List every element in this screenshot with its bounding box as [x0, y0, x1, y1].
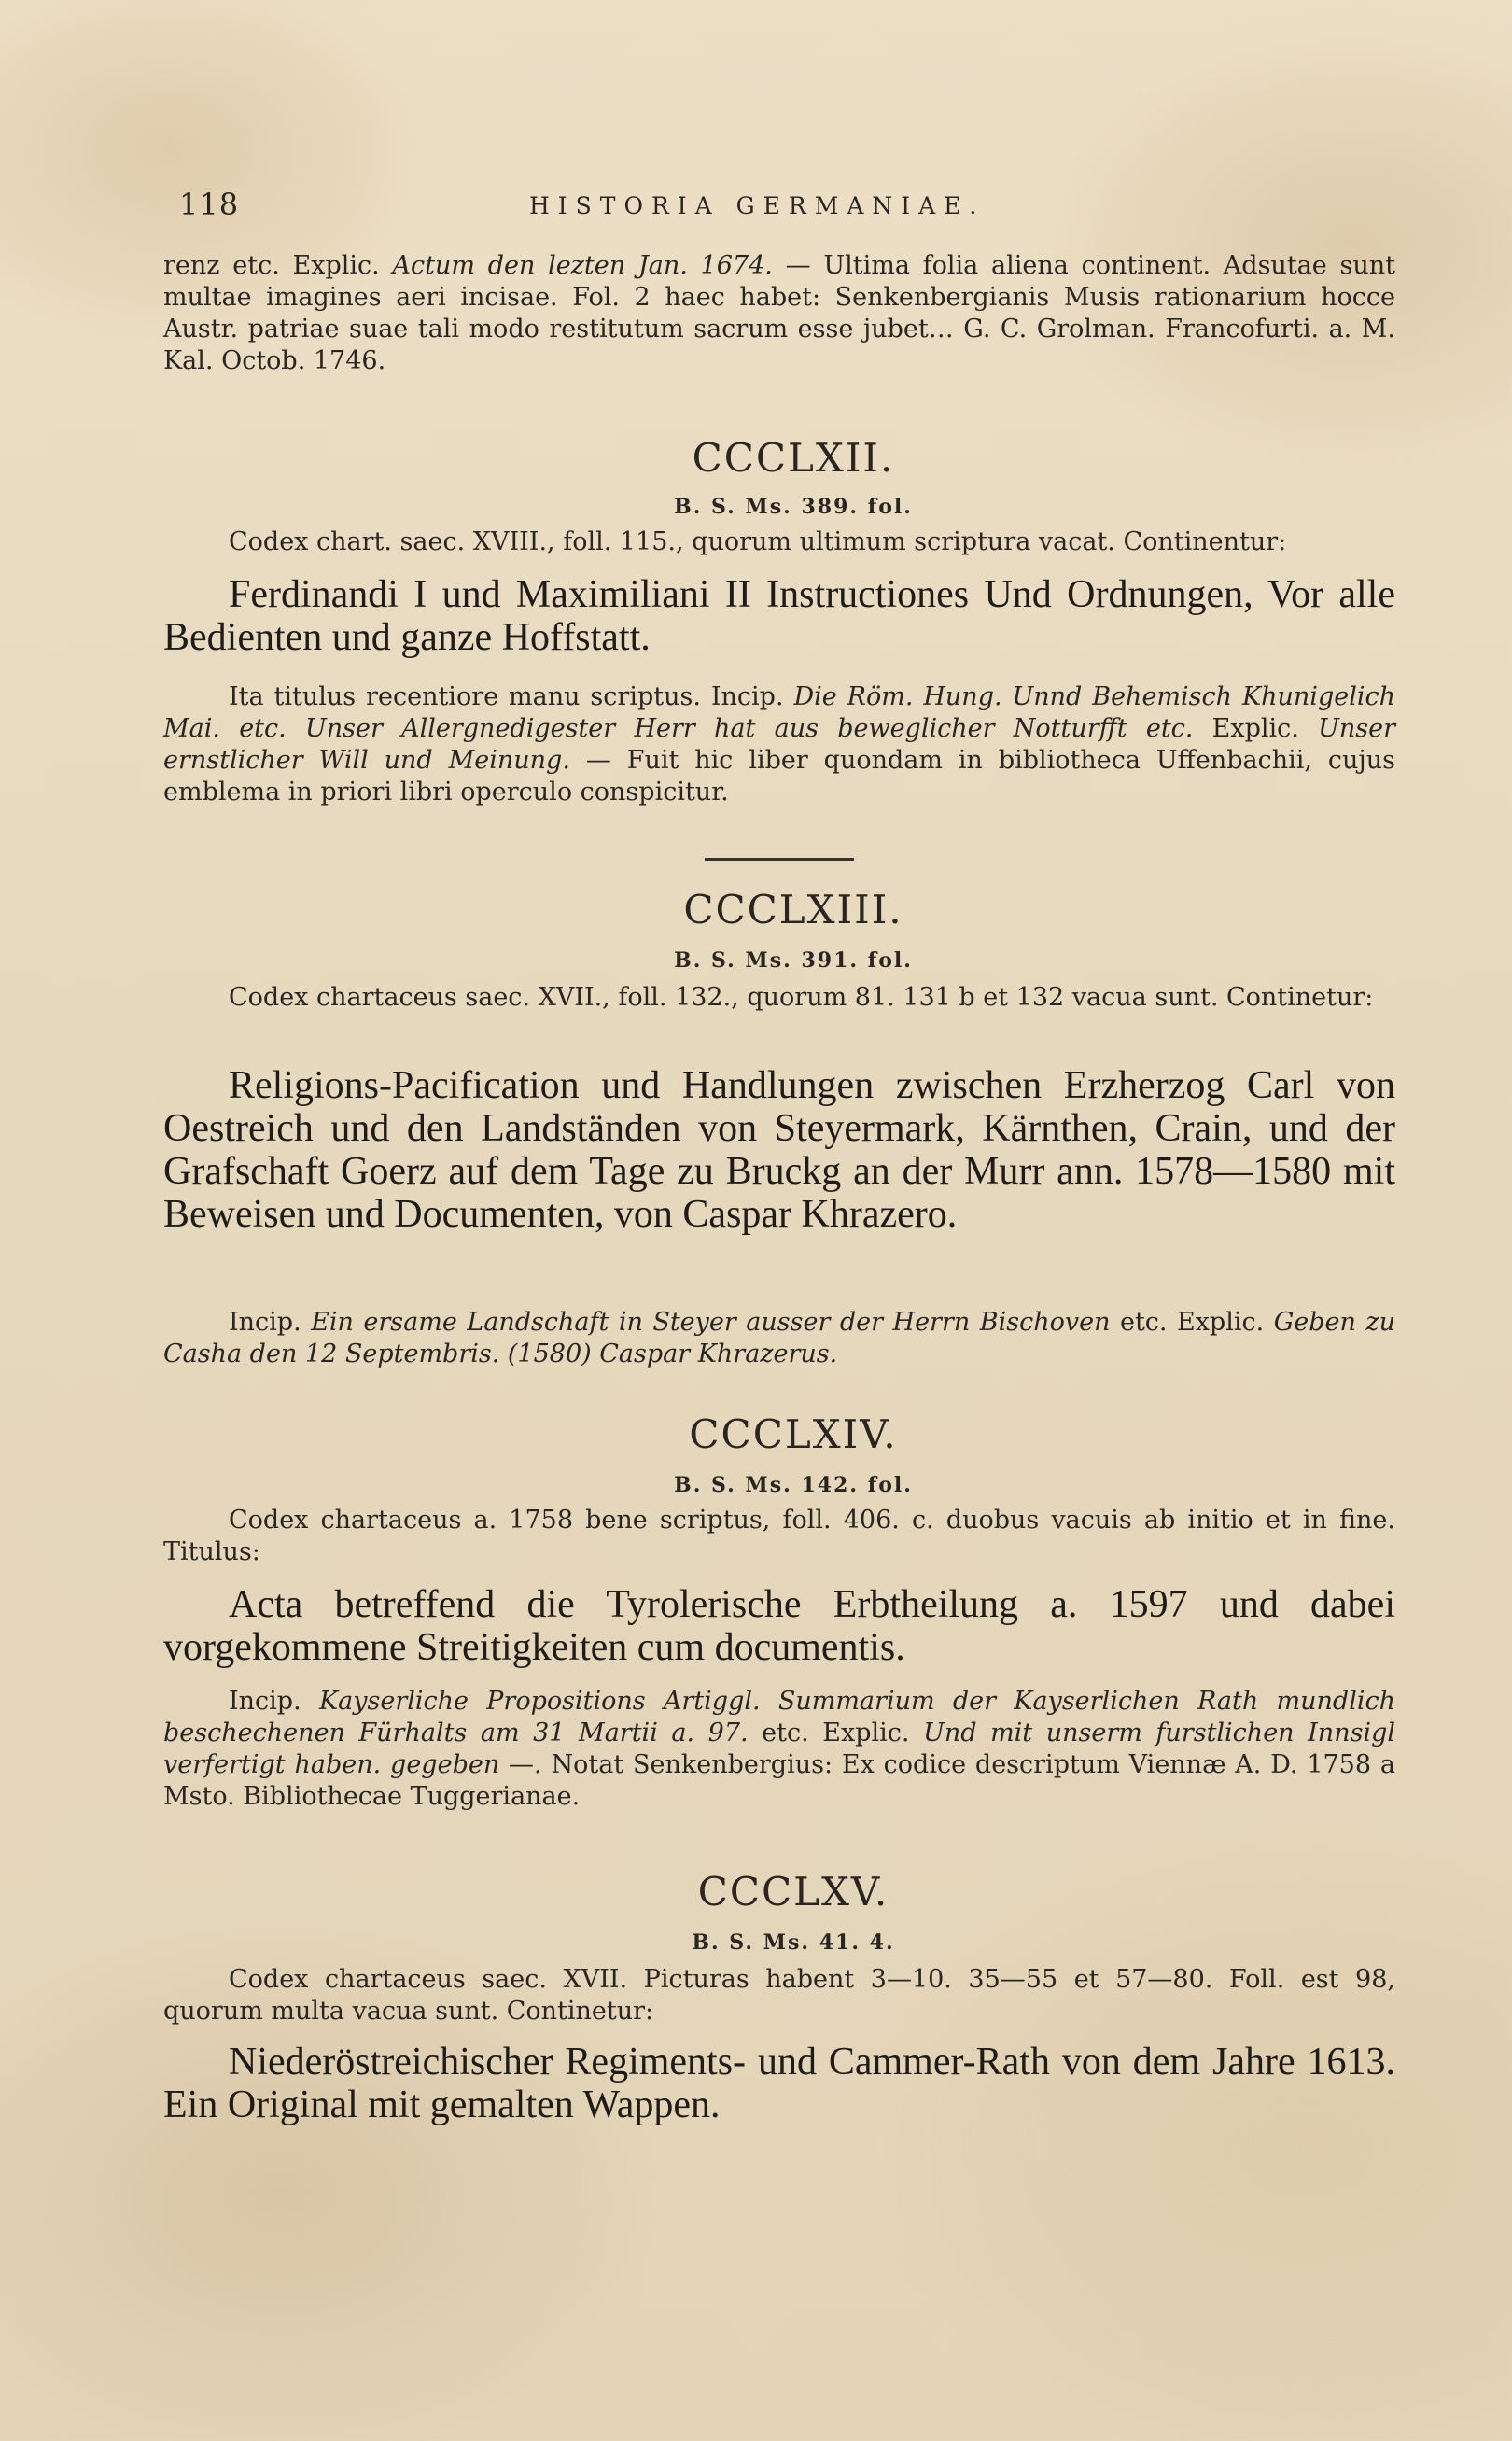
entry-title: Ferdinandi I und Maximiliani II Instructiones Und Ordnungen, Vor alle Bedienten und ganze Hoffstatt. [163, 573, 1395, 659]
entry-signature: B. S. Ms. 41. 4. [692, 1930, 895, 1955]
note-incipit: Die Röm. Hung. Unnd Behemisch Khunigelich Mai. etc. Unser Allergnedigester Herr hat aus beweglicher Notturfft etc. [163, 682, 1395, 743]
entry-title: Niederöstreichischer Regiments- und Cammer-Rath von dem Jahre 1613. Ein Original mit gemalten Wappen. [163, 2041, 1395, 2126]
entry-note [163, 681, 1395, 808]
intro-text-b: Actum den lezten Jan. 1674. [392, 251, 773, 280]
note-text: etc. Explic. [762, 1719, 910, 1747]
note-explicit: Unser ernstlicher Will und Meinung. [163, 714, 1395, 775]
intro-text-a: renz etc. Explic. [163, 251, 380, 280]
note-explicit: Und mit unserm furstlichen Innsigl verfertigt haben. gegeben —. [163, 1719, 1395, 1779]
running-head [179, 187, 1393, 224]
entry-signature: B. S. Ms. 142. fol. [674, 1473, 913, 1497]
note-explicit: Geben zu Casha den 12 Septembris. (1580) Caspar Khrazerus. [163, 1308, 1395, 1368]
entry-number: CCCLXII. [692, 435, 895, 481]
entry-note [163, 1307, 1395, 1370]
entry-description: Codex chartaceus saec. XVII., foll. 132., quorum 81. 131 b et 132 vacua sunt. Continetur: [229, 983, 1374, 1012]
note-text: Explic. [1211, 714, 1299, 743]
running-title: HISTORIA GERMANIAE. [529, 192, 986, 219]
entry-note [163, 1686, 1395, 1813]
entry-description: Codex chart. saec. XVIII., foll. 115., quorum ultimum scriptura vacat. Continentur: [229, 527, 1287, 556]
note-incipit: Kayserliche Propositions Artiggl. Summarium der Kayserlichen Rath mundlich beschechenen Fürhalts am 31 Martii a. 97. [163, 1687, 1395, 1747]
entry-title: Religions-Pacification und Handlungen zwischen Erzherzog Carl von Oestreich und den Landständen von Steyermark, Kärnthen, Crain, und der Grafschaft Goerz auf dem Tage zu Bruckg an der Murr ann. 1578—1580 mit Beweisen und Documenten, von Caspar Khrazero. [163, 1064, 1395, 1236]
entry-title: Acta betreffend die Tyrolerische Erbtheilung a. 1597 und dabei vorgekommene Streitigkeiten cum documentis. [163, 1583, 1395, 1669]
note-text: Notat Senkenbergius: Ex codice descriptum Viennæ A. D. 1758 a Msto. Bibliothecae Tuggerianae. [163, 1750, 1395, 1811]
entry-number: CCCLXIV. [689, 1411, 898, 1457]
intro-paragraph [163, 250, 1395, 377]
section-divider [705, 858, 854, 861]
note-text: Ita titulus recentiore manu scriptus. Incip. [229, 682, 784, 711]
entry-number: CCCLXIII. [683, 887, 903, 933]
entry-description: Codex chartaceus saec. XVII. Picturas habent 3—10. 35—55 et 57—80. Foll. est 98, quorum multa vacua sunt. Continetur: [163, 1965, 1395, 2026]
note-text: Incip. [229, 1308, 301, 1337]
note-text: — Fuit hic liber quondam in bibliotheca Uffenbachii, cujus emblema in priori libri operculo conspicitur. [163, 746, 1395, 807]
note-text: etc. Explic. [1119, 1308, 1265, 1337]
entry-number: CCCLXV. [697, 1869, 889, 1915]
page-number: 118 [179, 187, 240, 222]
entry-signature: B. S. Ms. 389. fol. [674, 495, 913, 519]
intro-text-c: — Ultima folia aliena continent. Adsutae sunt multae imagines aeri incisae. Fol. 2 haec habet: Senkenbergianis Musis rationarium hocce Austr. patriae suae tali modo restitutum sacrum esse jubet… G. C. Grolman. Francofurti. a. M. Kal. Octob. 1746. [163, 251, 1395, 375]
entry-description: Codex chartaceus a. 1758 bene scriptus, foll. 406. c. duobus vacuis ab initio et in fine. Titulus: [163, 1506, 1395, 1566]
note-incipit: Ein ersame Landschaft in Steyer ausser der Herrn Bischoven [311, 1308, 1111, 1337]
note-text: Incip. [229, 1687, 301, 1716]
entry-signature: B. S. Ms. 391. fol. [674, 948, 913, 973]
